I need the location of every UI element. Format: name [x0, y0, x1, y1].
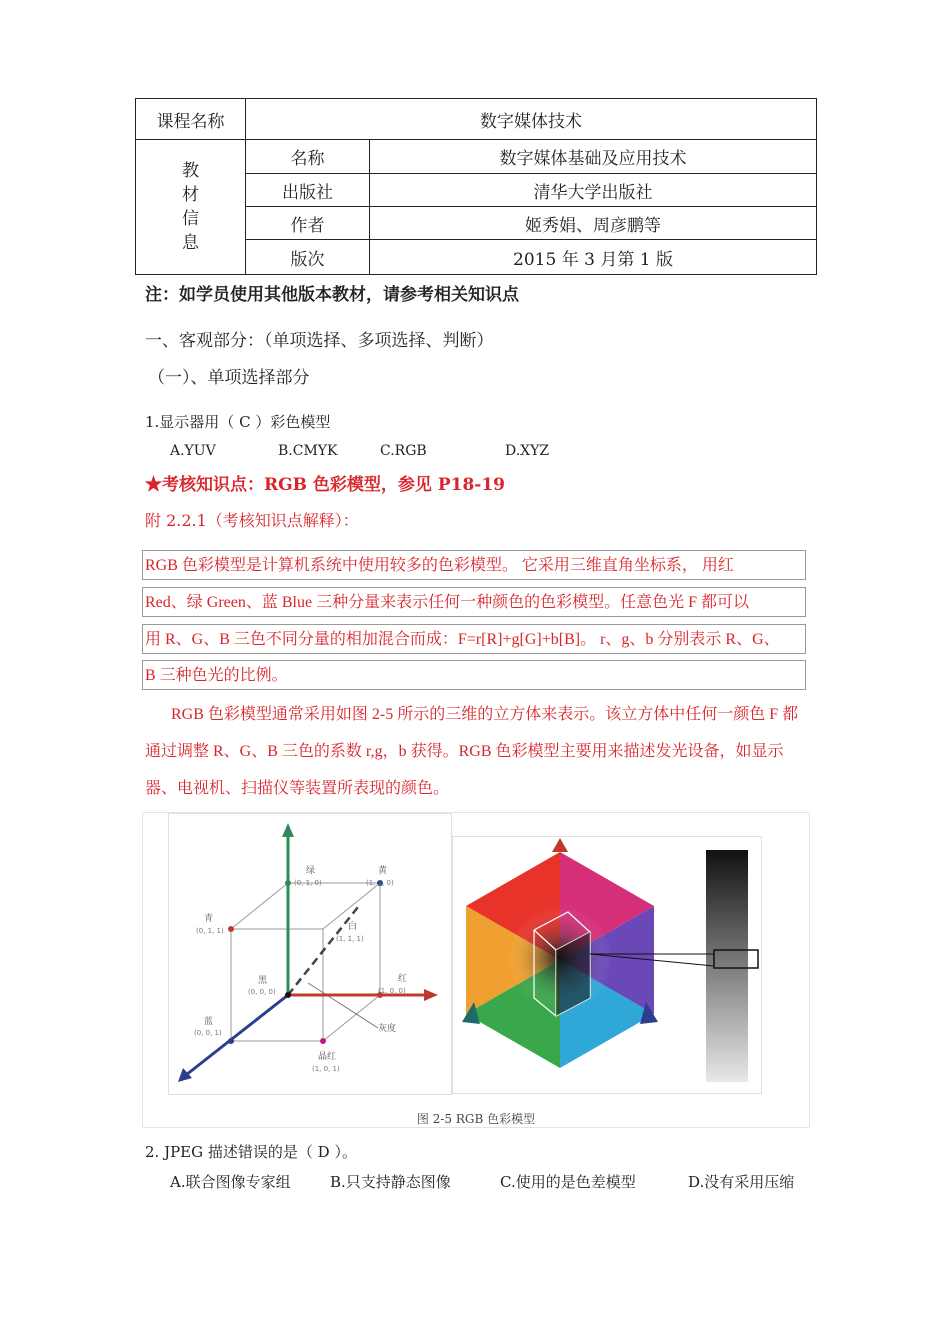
question-1-option-a: A.YUV [170, 443, 216, 459]
label-black-coord: (0, 0, 0) [248, 988, 276, 996]
question-1-option-d: D.XYZ [505, 443, 550, 459]
publisher-value: 清华大学出版社 [370, 174, 817, 207]
label-red: 红 [398, 974, 408, 984]
question-2-option-b: B.只支持静态图像 [330, 1173, 451, 1191]
explanation-line-1: RGB 色彩模型是计算机系统中使用较多的色彩模型。 它采用三维直角坐标系， 用红 [142, 550, 806, 580]
label-yellow-coord: (1, 1, 0) [366, 879, 394, 887]
label-cyan-coord: (0, 1, 1) [196, 927, 224, 935]
textbook-info-label: 教 材 信 息 [136, 140, 246, 275]
explanation-line-2: Red、绿 Green、蓝 Blue 三种分量来表示任何一种颜色的色彩模型。任意色光 F 都可以 [142, 587, 806, 617]
label-black: 黑 [258, 976, 268, 986]
label-magenta: 晶红 [318, 1052, 337, 1062]
explanation-paragraph: RGB 色彩模型通常采用如图 2-5 所示的三维的立方体来表示。该立方体中任何一颜色 F 都通过调整 R、G、B 三色的系数 r,g，b 获得。RGB 色彩模型主要用来描述发光设备，如显示器、电视机、扫描仪等装置所表现的颜色。 [145, 706, 799, 797]
rgb-cube-diagram [168, 813, 452, 1095]
label-blue-coord: (0, 0, 1) [194, 1029, 222, 1037]
explanation-line-3: 用 R、G、B 三色不同分量的相加混合而成：F=r[R]+g[G]+b[B]。 r、g、b 分别表示 R、G、 [142, 624, 806, 654]
edition-value: 2015 年 3 月第 1 版 [370, 240, 817, 275]
question-1-option-b: B.CMYK [278, 443, 338, 459]
publisher-label: 出版社 [246, 174, 370, 207]
question-2-option-d: D.没有采用压缩 [688, 1173, 795, 1191]
textbook-title-label: 名称 [246, 140, 370, 174]
question-2-option-a: A.联合图像专家组 [170, 1173, 291, 1191]
label-green-coord: (0, 1, 0) [294, 879, 322, 887]
course-name-value: 数字媒体技术 [246, 99, 817, 140]
appendix-title: 附 2.2.1（考核知识点解释）： [145, 511, 359, 530]
label-white-coord: (1, 1, 1) [336, 935, 364, 943]
label-blue: 蓝 [204, 1017, 214, 1027]
explanation-line-4: B 三种色光的比例。 [142, 660, 806, 690]
subsection-title: （一）、单项选择部分 [148, 368, 310, 388]
label-white: 白 [348, 922, 358, 932]
author-label: 作者 [246, 207, 370, 240]
question-2-stem: 2. JPEG 描述错误的是（ D ）。 [145, 1143, 357, 1161]
rgb-hexagon-diagram [452, 836, 762, 1094]
author-value: 姬秀娟、周彦鹏等 [370, 207, 817, 240]
key-point-1: ★考核知识点：RGB 色彩模型，参见 P18-19 [145, 475, 506, 495]
course-name-label: 课程名称 [136, 99, 246, 140]
textbook-title-value: 数字媒体基础及应用技术 [370, 140, 817, 174]
label-magenta-coord: (1, 0, 1) [312, 1065, 340, 1073]
label-yellow: 黄 [378, 866, 388, 876]
course-info-table [135, 98, 817, 275]
label-cyan: 青 [204, 914, 214, 924]
question-2-option-c: C.使用的是色差模型 [500, 1173, 636, 1191]
figure-caption: 图 2-5 RGB 色彩模型 [416, 1112, 536, 1126]
label-red-coord: (1, 0, 0) [378, 987, 406, 995]
label-gray: 灰度 [378, 1024, 397, 1034]
question-1-stem: 1.显示器用（ C ）彩色模型 [145, 413, 331, 431]
question-1-option-c: C.RGB [380, 443, 427, 459]
version-note: 注：如学员使用其他版本教材，请参考相关知识点 [145, 285, 519, 305]
edition-label: 版次 [246, 240, 370, 275]
label-green: 绿 [306, 866, 316, 876]
section-title: 一、客观部分：（单项选择、多项选择、判断） [145, 331, 494, 351]
